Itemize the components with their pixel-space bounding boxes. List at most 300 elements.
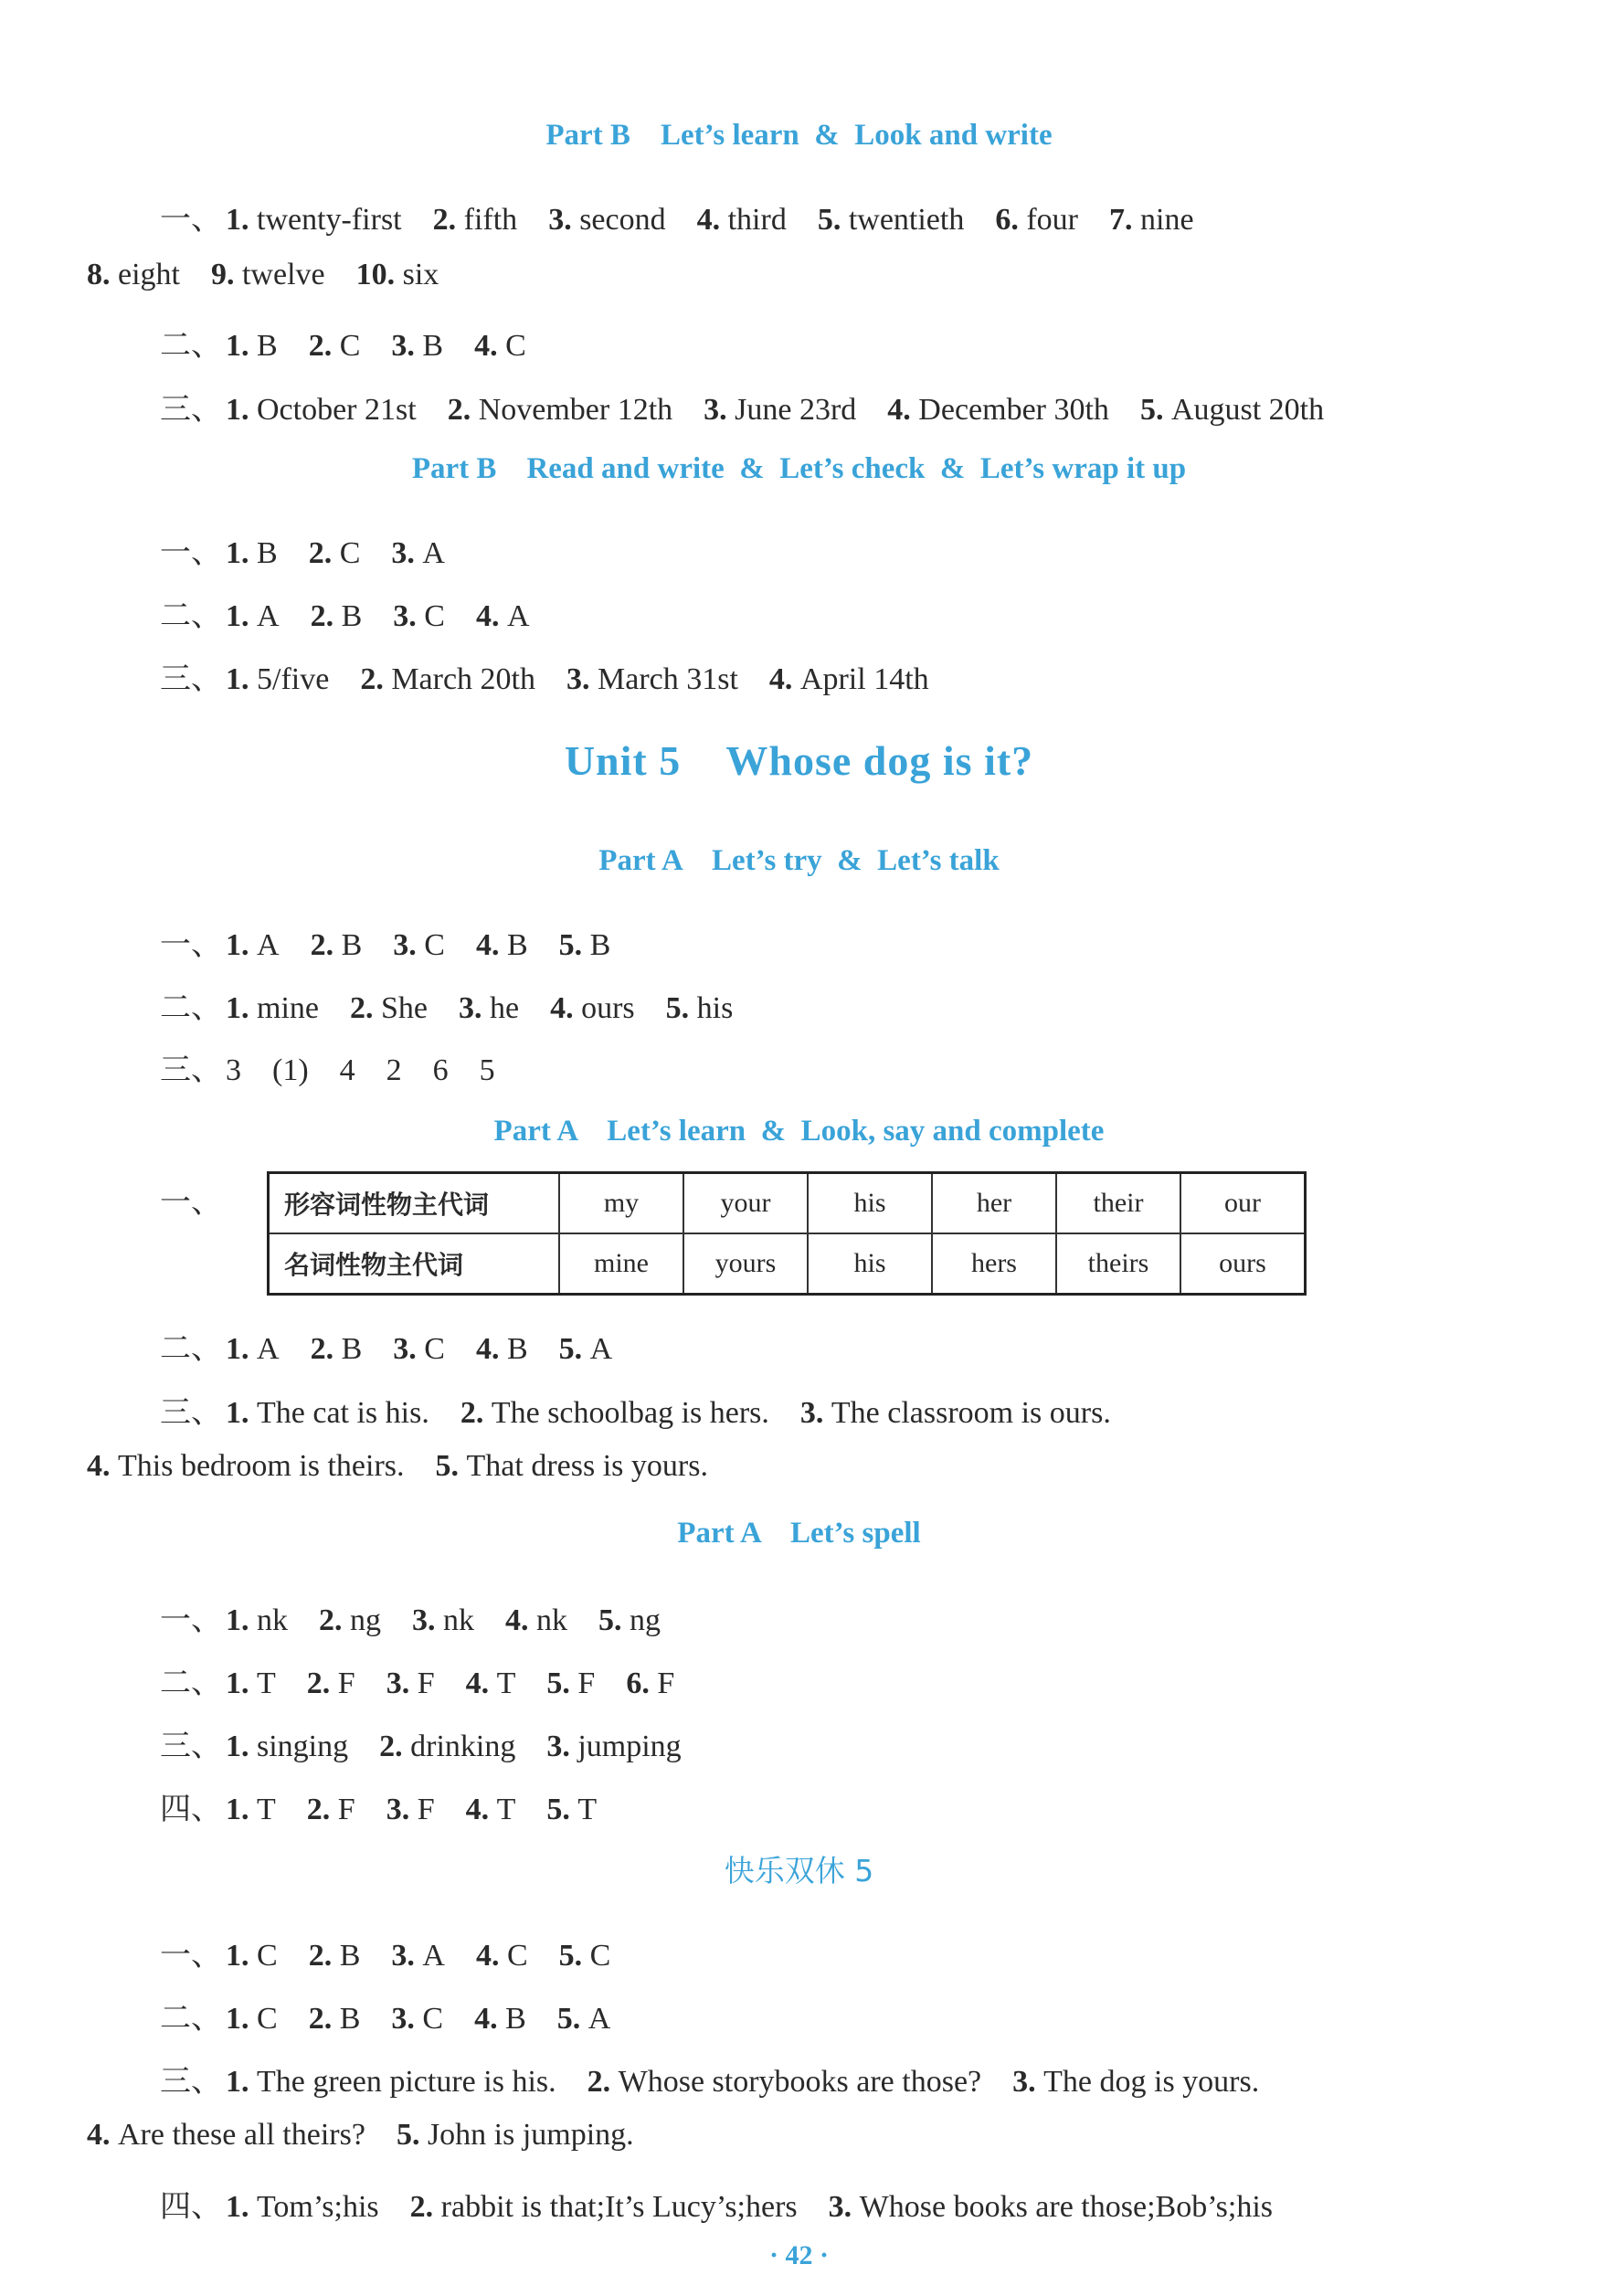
answer-text: A xyxy=(257,928,280,962)
answer-item xyxy=(546,1730,681,1763)
answer-item xyxy=(480,1053,495,1087)
answer-item xyxy=(309,2002,361,2036)
item-number: 9. xyxy=(210,258,242,291)
answer-text: Whose storybooks are those? xyxy=(618,2065,982,2099)
answer-item xyxy=(466,1793,516,1826)
answer-text: 5/five xyxy=(257,662,330,696)
item-number: 4. xyxy=(550,991,582,1025)
item-number: 1. xyxy=(226,2002,257,2036)
answer-line xyxy=(160,653,960,698)
answer-item xyxy=(666,991,734,1025)
item-number: 5. xyxy=(817,203,849,237)
answer-text: F xyxy=(657,1666,675,1700)
answer-text: A xyxy=(587,2002,611,2036)
answer-item xyxy=(704,393,856,427)
answer-line xyxy=(160,1594,692,1639)
item-number: 6. xyxy=(995,203,1027,237)
item-number: 1. xyxy=(226,1603,257,1637)
answer-text: B xyxy=(339,2002,361,2036)
answer-text: C xyxy=(257,2002,278,2036)
item-number: 4. xyxy=(465,1666,497,1700)
answer-text: F xyxy=(337,1793,355,1826)
answer-text: March 31st xyxy=(598,662,738,696)
item-number: 1. xyxy=(226,1793,257,1826)
item-number: 3. xyxy=(391,329,423,363)
answer-item xyxy=(226,1939,278,1973)
table-row xyxy=(269,1233,1306,1295)
item-number: 1. xyxy=(226,1396,257,1430)
answer-text: C xyxy=(339,329,361,363)
answer-item xyxy=(697,203,787,237)
item-number: 10. xyxy=(355,258,403,291)
section-heading-part-a-learn: Part A Let’s learn & Look, say and complete xyxy=(493,1115,1105,1148)
item-number: 7. xyxy=(1109,203,1141,237)
answer-text: John is jumping. xyxy=(427,2118,634,2152)
table-row-label: 形容词性物主代词 xyxy=(269,1173,560,1234)
answer-item xyxy=(559,928,611,962)
answer-text: twelve xyxy=(241,258,325,291)
answer-item xyxy=(474,2002,526,2036)
table-cell: theirs xyxy=(1056,1233,1180,1295)
question-number: 二、 xyxy=(160,599,222,633)
answer-line xyxy=(160,1783,628,1828)
answer-line xyxy=(160,590,561,635)
answer-item xyxy=(226,536,278,570)
answer-text: Are these all theirs? xyxy=(118,2118,365,2152)
item-number: 3. xyxy=(548,203,580,237)
answer-item xyxy=(226,393,417,427)
answer-text: T xyxy=(257,1666,276,1700)
answer-text: That dress is yours. xyxy=(466,1449,708,1483)
answer-text: B xyxy=(341,928,363,962)
answer-item xyxy=(226,329,278,363)
answer-text: C xyxy=(257,1939,278,1973)
answer-text: F xyxy=(417,1666,435,1700)
answer-item xyxy=(386,1666,435,1700)
answer-text: mine xyxy=(257,991,319,1025)
item-number: 6. xyxy=(626,1666,658,1700)
item-number: 5. xyxy=(546,1793,578,1826)
item-number: 2. xyxy=(308,2002,340,2036)
answer-item xyxy=(476,928,528,962)
item-number: 1. xyxy=(226,2190,257,2224)
answer-item xyxy=(226,599,280,633)
answer-text: 3 xyxy=(226,1053,241,1087)
answer-item xyxy=(546,1666,595,1700)
item-number: 1. xyxy=(226,2065,257,2099)
answer-text: She xyxy=(380,991,428,1025)
answer-text: B xyxy=(422,329,444,363)
answer-text: October 21st xyxy=(257,393,417,427)
answer-text: November 12th xyxy=(478,393,673,427)
item-number: 1. xyxy=(226,599,257,633)
answer-text: A xyxy=(506,599,530,633)
question-number: 二、 xyxy=(160,1332,222,1366)
answer-text: T xyxy=(257,1793,276,1826)
answer-text: jumping xyxy=(577,1730,682,1763)
answer-text: 2 xyxy=(386,1053,402,1087)
table-cell: hers xyxy=(932,1233,1056,1295)
item-number: 1. xyxy=(226,536,257,570)
question-number: 三、 xyxy=(160,1730,222,1763)
answer-item xyxy=(350,991,428,1025)
answer-text: June 23rd xyxy=(735,393,857,427)
item-number: 2. xyxy=(308,1939,340,1973)
answer-item xyxy=(226,1603,288,1637)
answer-text: F xyxy=(577,1666,596,1700)
answer-item xyxy=(995,203,1078,237)
question-number: 三、 xyxy=(160,393,222,427)
answer-text: This bedroom is theirs. xyxy=(118,1449,405,1483)
answer-text: T xyxy=(496,1666,516,1700)
item-number: 4. xyxy=(465,1793,497,1826)
answer-text: eight xyxy=(118,258,180,291)
item-number: 1. xyxy=(226,928,257,962)
answer-text: six xyxy=(402,258,439,291)
answer-text: F xyxy=(417,1793,435,1826)
answer-text: second xyxy=(579,203,666,237)
answer-item xyxy=(391,329,443,363)
answer-text: B xyxy=(341,599,363,633)
item-number: 4. xyxy=(474,329,506,363)
item-number: 2. xyxy=(349,991,381,1025)
unit-title: Unit 5 Whose dog is it? xyxy=(564,737,1034,784)
item-number: 2. xyxy=(310,599,342,633)
answer-item xyxy=(226,1730,348,1763)
answer-item xyxy=(386,1793,435,1826)
answer-line xyxy=(160,1993,641,2037)
answer-text: nk xyxy=(257,1603,288,1637)
answer-item xyxy=(433,203,518,237)
answer-item xyxy=(559,1332,613,1366)
item-number: 2. xyxy=(306,1666,338,1700)
answer-item xyxy=(226,1666,276,1700)
answer-text: A xyxy=(422,536,445,570)
answer-item xyxy=(818,203,965,237)
answer-line xyxy=(160,1930,641,1974)
table-cell: your xyxy=(683,1173,808,1234)
item-number: 2. xyxy=(460,1396,492,1430)
answer-item xyxy=(226,1053,241,1087)
answer-item xyxy=(436,1449,708,1483)
answer-text: ng xyxy=(630,1603,661,1637)
answer-item xyxy=(433,1053,449,1087)
answer-item xyxy=(226,991,319,1025)
question-number: 一、 xyxy=(160,1186,222,1220)
table-row-label: 名词性物主代词 xyxy=(269,1233,560,1295)
answer-text: C xyxy=(424,928,445,962)
answer-text: B xyxy=(589,928,611,962)
answer-text: C xyxy=(424,1332,445,1366)
answer-text: B xyxy=(341,1332,363,1366)
item-number: 2. xyxy=(379,1730,411,1763)
item-number: 4. xyxy=(87,1449,118,1483)
answer-item xyxy=(546,1793,597,1826)
item-number: 1. xyxy=(226,1332,257,1366)
answer-line xyxy=(160,1720,713,1765)
answer-item xyxy=(226,1396,429,1430)
answer-item xyxy=(226,2002,278,2036)
answer-text: The schoolbag is hers. xyxy=(491,1396,769,1430)
table-cell: ours xyxy=(1180,1233,1306,1295)
item-number: 2. xyxy=(308,536,340,570)
item-number: 3. xyxy=(828,2190,860,2224)
answer-text: A xyxy=(257,1332,280,1366)
answer-item xyxy=(769,662,929,696)
answer-text: T xyxy=(496,1793,516,1826)
item-number: 3. xyxy=(391,536,423,570)
question-number: 一、 xyxy=(160,1939,222,1973)
answer-item xyxy=(309,536,361,570)
answer-item xyxy=(307,1793,355,1826)
answer-item xyxy=(360,662,535,696)
answer-line xyxy=(160,982,764,1027)
answer-item xyxy=(566,662,738,696)
item-number: 5. xyxy=(556,2002,588,2036)
answer-item xyxy=(226,203,402,237)
answer-item xyxy=(1140,393,1324,427)
section-heading-weekend: 快乐双休 5 xyxy=(724,1853,874,1889)
answer-text: December 30th xyxy=(918,393,1109,427)
item-number: 3. xyxy=(704,393,736,427)
question-number: 三、 xyxy=(160,1053,222,1087)
answer-item xyxy=(393,599,445,633)
answer-text: C xyxy=(505,329,526,363)
item-number: 1. xyxy=(226,329,257,363)
answer-text: singing xyxy=(257,1730,349,1763)
answer-item xyxy=(87,258,180,291)
item-number: 3. xyxy=(566,662,598,696)
answer-line xyxy=(160,1323,643,1368)
question-number: 一、 xyxy=(160,536,222,570)
answer-item xyxy=(476,1332,528,1366)
item-number: 3. xyxy=(391,2002,423,2036)
answer-line xyxy=(160,194,1225,238)
answer-item xyxy=(311,1332,363,1366)
answer-text: he xyxy=(489,991,520,1025)
answer-item xyxy=(548,203,665,237)
question-number: 二、 xyxy=(160,1666,222,1700)
answer-item xyxy=(559,1939,611,1973)
answer-item xyxy=(476,599,530,633)
answer-text: April 14th xyxy=(799,662,929,696)
answer-item xyxy=(460,1396,769,1430)
item-number: 4. xyxy=(475,599,507,633)
answer-text: B xyxy=(339,1939,361,1973)
section-heading-part-a-try: Part A Let’s try & Let’s talk xyxy=(598,844,1000,877)
item-number: 4. xyxy=(475,928,507,962)
answer-line xyxy=(160,1387,1142,1432)
item-number: 5. xyxy=(558,1332,590,1366)
item-number: 2. xyxy=(360,662,392,696)
item-number: 2. xyxy=(310,1332,342,1366)
answer-item xyxy=(211,258,325,291)
item-number: 5. xyxy=(546,1666,578,1700)
answer-text: F xyxy=(337,1666,355,1700)
page-number: · 42 · xyxy=(768,2240,829,2270)
answer-text: C xyxy=(506,1939,528,1973)
answer-text: Whose books are those;Bob’s;his xyxy=(859,2190,1273,2224)
answer-item xyxy=(829,2190,1273,2224)
answer-item xyxy=(587,2065,982,2099)
answer-item xyxy=(226,2065,556,2099)
item-number: 4. xyxy=(887,393,919,427)
answer-item xyxy=(505,1603,567,1637)
item-number: 3. xyxy=(458,991,490,1025)
item-number: 4. xyxy=(475,1332,507,1366)
answer-item xyxy=(391,1939,445,1973)
item-number: 3. xyxy=(386,1793,418,1826)
item-number: 5. xyxy=(435,1449,467,1483)
item-number: 3. xyxy=(393,928,425,962)
answer-item xyxy=(87,1449,405,1483)
answer-text: drinking xyxy=(410,1730,516,1763)
answer-text: C xyxy=(424,599,445,633)
item-number: 3. xyxy=(391,1939,423,1973)
answer-item xyxy=(412,1603,474,1637)
answer-item xyxy=(474,329,526,363)
answer-item xyxy=(311,599,363,633)
answer-line xyxy=(160,2056,1290,2100)
item-number: 5. xyxy=(1139,393,1171,427)
answer-item xyxy=(393,928,445,962)
answer-text: The classroom is ours. xyxy=(831,1396,1111,1430)
item-number: 2. xyxy=(310,928,342,962)
answer-text: nine xyxy=(1140,203,1194,237)
answer-text: C xyxy=(339,536,361,570)
answer-item xyxy=(87,2118,365,2152)
answer-item xyxy=(410,2190,798,2224)
answer-text: The green picture is his. xyxy=(257,2065,556,2099)
item-number: 3. xyxy=(393,1332,425,1366)
item-number: 3. xyxy=(412,1603,443,1637)
question-number: 三、 xyxy=(160,2065,222,2099)
section-heading-part-a-spell: Part A Let’s spell xyxy=(677,1517,921,1550)
answer-text: ng xyxy=(350,1603,381,1637)
answer-line xyxy=(160,527,476,572)
answer-text: C xyxy=(589,1939,611,1973)
item-number: 4. xyxy=(474,2002,506,2036)
item-number: 5. xyxy=(665,991,697,1025)
answer-text: A xyxy=(257,599,280,633)
item-number: 1. xyxy=(226,1730,257,1763)
table-cell: their xyxy=(1056,1173,1180,1234)
answer-item xyxy=(311,928,363,962)
question-number: 四、 xyxy=(160,2190,222,2224)
item-number: 3. xyxy=(1012,2065,1044,2099)
question-number: 二、 xyxy=(160,2002,222,2036)
item-number: 5. xyxy=(558,1939,590,1973)
item-number: 4. xyxy=(696,203,728,237)
answer-item xyxy=(379,1730,515,1763)
item-number: 1. xyxy=(226,1939,257,1973)
answer-text: twenty-first xyxy=(257,203,402,237)
pronoun-table xyxy=(267,1171,1307,1296)
answer-item xyxy=(1109,203,1194,237)
answer-text: March 20th xyxy=(391,662,535,696)
answer-text: (1) xyxy=(272,1053,309,1087)
answer-item xyxy=(557,2002,611,2036)
answer-item xyxy=(340,1053,355,1087)
answer-item xyxy=(391,536,445,570)
answer-text: B xyxy=(257,329,278,363)
answer-item xyxy=(226,1332,280,1366)
item-number: 1. xyxy=(226,662,257,696)
answer-item xyxy=(356,258,439,291)
answer-item xyxy=(598,1603,661,1637)
answer-item xyxy=(626,1666,674,1700)
answer-text: ours xyxy=(581,991,635,1025)
item-number: 3. xyxy=(386,1666,418,1700)
answer-item xyxy=(466,1666,516,1700)
answer-text: twentieth xyxy=(848,203,965,237)
answer-line xyxy=(160,1044,526,1089)
question-number: 一、 xyxy=(160,1603,222,1637)
table-cell: her xyxy=(932,1173,1056,1234)
answer-text: his xyxy=(696,991,734,1025)
answer-line xyxy=(160,320,557,365)
answer-line xyxy=(87,2118,665,2153)
answer-item xyxy=(800,1396,1111,1430)
item-number: 4. xyxy=(87,2118,118,2152)
answer-item xyxy=(226,1793,276,1826)
answer-item xyxy=(309,1939,361,1973)
item-number: 2. xyxy=(587,2065,619,2099)
table-cell: his xyxy=(808,1173,932,1234)
item-number: 1. xyxy=(226,393,257,427)
question-number: 三、 xyxy=(160,1396,222,1430)
answer-line xyxy=(160,1177,226,1222)
answer-text: B xyxy=(506,928,528,962)
item-number: 1. xyxy=(226,991,257,1025)
answer-text: B xyxy=(506,1332,528,1366)
answer-item xyxy=(550,991,635,1025)
item-number: 2. xyxy=(447,393,479,427)
answer-text: A xyxy=(589,1332,613,1366)
item-number: 8. xyxy=(87,258,118,291)
item-number: 4. xyxy=(475,1939,507,1973)
answer-line xyxy=(87,258,470,292)
question-number: 一、 xyxy=(160,203,222,237)
item-number: 4. xyxy=(768,662,800,696)
table-cell: our xyxy=(1180,1173,1306,1234)
table-cell: mine xyxy=(559,1233,683,1295)
answer-text: rabbit is that;It’s Lucy’s;hers xyxy=(440,2190,798,2224)
item-number: 3. xyxy=(546,1730,578,1763)
answer-item xyxy=(459,991,519,1025)
table-row xyxy=(269,1173,1306,1234)
item-number: 3. xyxy=(393,599,425,633)
answer-line xyxy=(160,919,641,964)
answer-item xyxy=(393,1332,445,1366)
answer-item xyxy=(448,393,672,427)
answer-line xyxy=(160,2181,1304,2226)
answer-text: nk xyxy=(536,1603,567,1637)
answer-item xyxy=(226,928,280,962)
item-number: 3. xyxy=(799,1396,831,1430)
answer-text: C xyxy=(422,2002,444,2036)
answer-item xyxy=(391,2002,443,2036)
answer-text: third xyxy=(727,203,787,237)
item-number: 2. xyxy=(308,329,340,363)
item-number: 2. xyxy=(409,2190,441,2224)
answer-text: fifth xyxy=(463,203,518,237)
answer-item xyxy=(307,1666,355,1700)
item-number: 4. xyxy=(505,1603,536,1637)
answer-text: 5 xyxy=(479,1053,495,1087)
question-number: 二、 xyxy=(160,991,222,1025)
answer-item xyxy=(319,1603,381,1637)
